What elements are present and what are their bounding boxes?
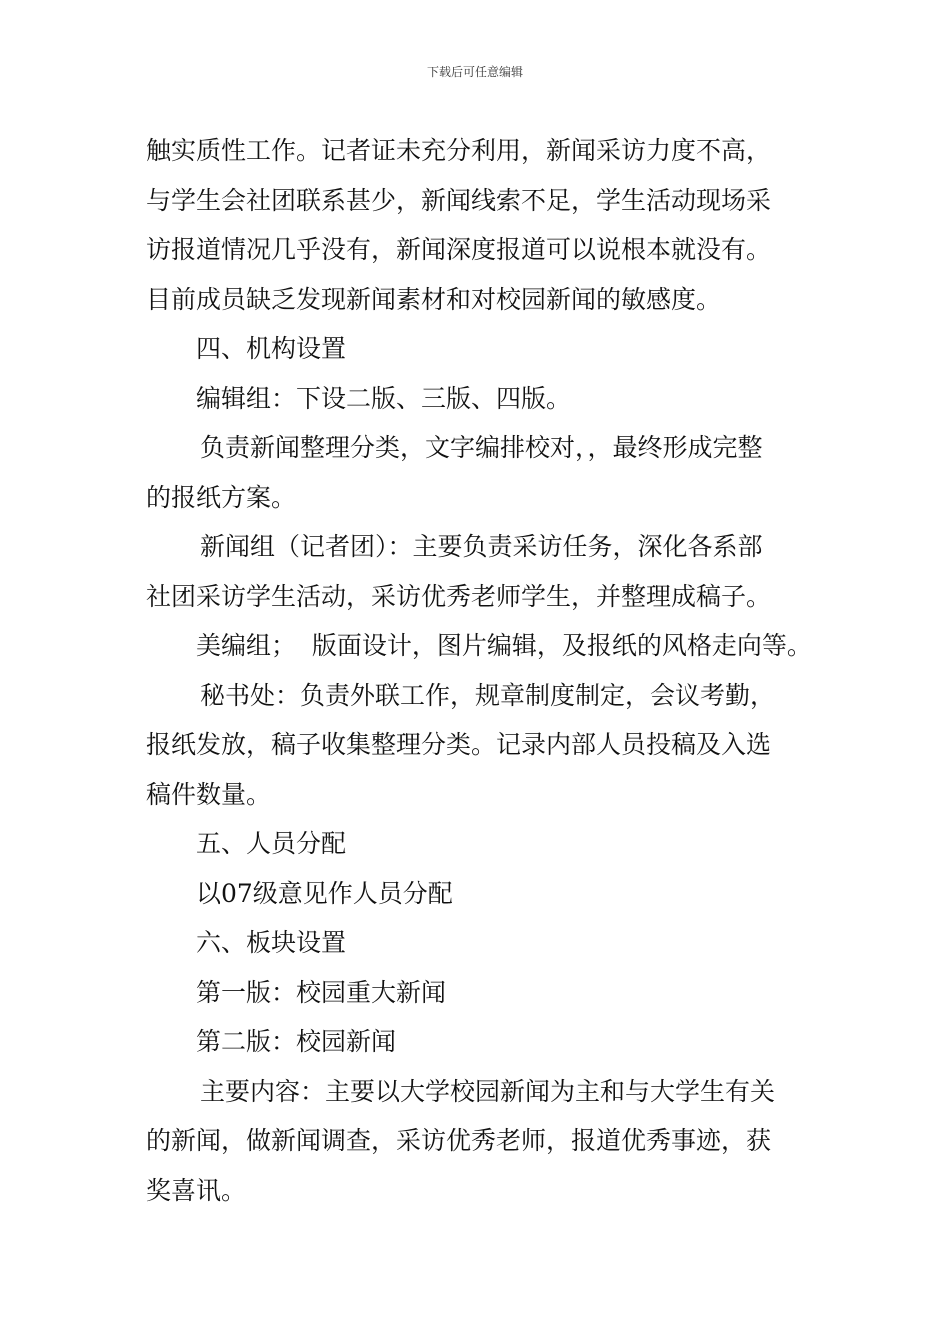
body-text-line: 第二版：校园新闻 — [196, 1027, 397, 1056]
body-text-line: 目前成员缺乏发现新闻素材和对校园新闻的敏感度。 — [146, 284, 722, 314]
section-heading-4: 四、机构设置 — [196, 334, 347, 363]
body-text-line: 访报道情况几乎没有，新闻深度报道可以说根本就没有。 — [146, 235, 772, 264]
section-heading-6: 六、板块设置 — [196, 928, 347, 957]
body-text-line: 报纸发放，稿子收集整理分类。记录内部人员投稿及入选 — [146, 730, 772, 759]
body-text-line: 第一版：校园重大新闻 — [196, 977, 447, 1007]
page-header: 下载后可任意编辑 — [426, 65, 523, 79]
body-text-line: 负责新闻整理分类，文字编排校对，，最终形成完整 — [200, 433, 763, 462]
body-text-line: 编辑组：下设二版、三版、四版。 — [196, 383, 572, 413]
body-text-line: 社团采访学生活动，采访优秀老师学生，并整理成稿子。 — [146, 581, 772, 611]
body-text-line: 的报纸方案。 — [146, 482, 297, 512]
body-text-line: 触实质性工作。记者证未充分利用，新闻采访力度不高， — [146, 136, 772, 165]
body-text-line: 秘书处：负责外联工作，规章制度制定，会议考勤， — [200, 680, 776, 710]
body-text-line: 主要内容：主要以大学校园新闻为主和与大学生有关 — [200, 1076, 776, 1106]
section-heading-5: 五、人员分配 — [196, 829, 347, 858]
body-text-line: 美编组； 版面设计，图片编辑，及报纸的风格走向等。 — [196, 631, 812, 660]
body-text-line: 以07级意见作人员分配 — [196, 878, 453, 908]
body-text-line: 的新闻，做新闻调查，采访优秀老师，报道优秀事迹，获 — [146, 1126, 772, 1155]
body-text-line: 稿件数量。 — [146, 779, 272, 809]
document-body — [146, 126, 816, 1215]
body-text-line: 奖喜讯。 — [146, 1175, 247, 1205]
body-text-line: 与学生会社团联系甚少，新闻线索不足，学生活动现场采 — [146, 185, 772, 215]
body-text-line: 新闻组（记者团）：主要负责采访任务，深化各系部 — [200, 532, 763, 561]
